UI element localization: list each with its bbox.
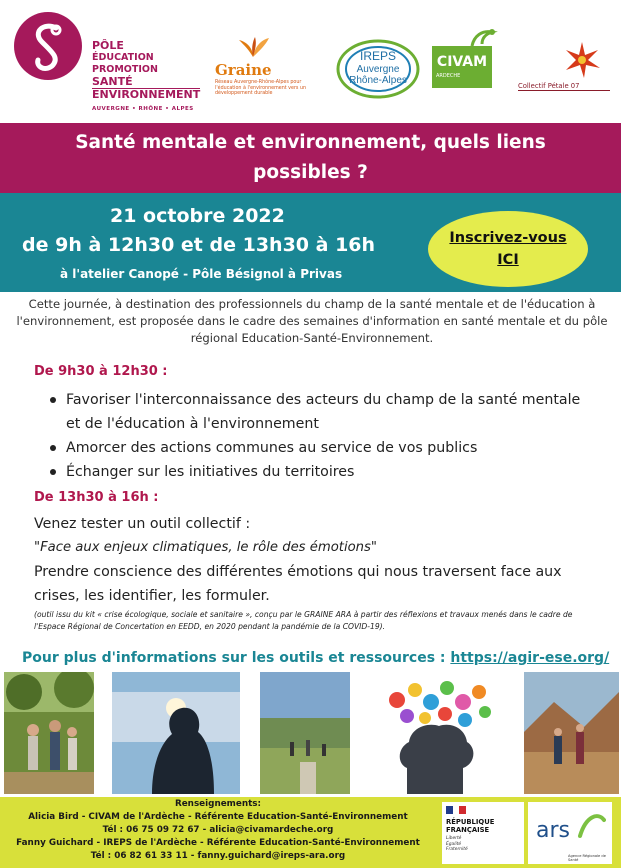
more-info: Pour plus d'informations sur les outils et ressources : https://agir-ese.org/ — [22, 650, 610, 666]
partner-logos — [0, 0, 621, 120]
ireps-region1: Auvergne — [356, 64, 400, 75]
event-date: 21 octobre 2022 — [110, 205, 285, 227]
list-item: Échanger sur les initiatives du territoires — [50, 460, 590, 484]
morning-list — [50, 388, 590, 484]
civam-swirl-icon — [468, 26, 498, 48]
ireps-name: IREPS — [359, 49, 397, 63]
page-title: Santé mentale et environnement, quels liens possibles ? — [0, 123, 621, 193]
graine-leaf-icon — [233, 36, 273, 58]
emotions-head-illustration — [367, 672, 509, 794]
afternoon-intro: Venez tester un outil collectif : — [34, 516, 251, 532]
list-item: Favoriser l'interconnaissance des acteurs du champ de la santé mentale et de l'éducation à l'environnement — [50, 388, 590, 436]
event-place: à l'atelier Canopé - Pôle Bésignol à Privas — [60, 267, 343, 281]
group-outdoor-photo — [4, 672, 94, 794]
photo-strip — [0, 672, 621, 796]
collectif-petale-logo: Collectif Pétale 07 — [516, 40, 616, 100]
petale-star-icon — [562, 40, 602, 80]
agir-ese-link[interactable]: https://agir-ese.org/ — [450, 650, 610, 666]
republique-francaise-logo: RÉPUBLIQUE FRANÇAISE Liberté Égalité Fraternité — [442, 802, 524, 864]
mountain-trail-photo — [524, 672, 619, 794]
civam-logo: CIVAM ARDECHE — [432, 30, 504, 92]
tool-title-quote: "Face aux enjeux climatiques, le rôle des émotions" — [34, 540, 377, 555]
contact-footer — [0, 797, 621, 868]
contact-info: Renseignements: Alicia Bird - CIVAM de l'Ardèche - Référente Education-Santé-Environnement Tél : 06 75 09 72 67 - alicia@civamardeche.org Fanny Guichard - IREPS de l'Ardèche - Référente Education-Santé-Environnement Tél : 06 82 61 33 11 - fanny.guichard@ireps-ara.org — [16, 799, 420, 861]
graine-logo: Graine Réseau Auvergne-Rhône-Alpes pour l'éducation à l'environnement vers un développement durable — [215, 36, 315, 97]
tool-source-note: (outil issu du kit « crise écologique, sociale et sanitaire », conçu par le GRAINE ARA à partir des réflexions et travaux menés dans le cadre de l'Espace Régional de Concertation en EEDD, en 2020 pendant la pandémie de la COVID-19). — [34, 610, 573, 631]
ireps-region2: Rhône-Alpes — [349, 75, 407, 86]
register-button[interactable]: Inscrivez-vous ICI — [428, 211, 588, 287]
morning-heading: De 9h30 à 12h30 : — [34, 364, 168, 379]
afternoon-goal: Prendre conscience des différentes émotions qui nous traversent face aux crises, les identifier, les formuler. — [34, 564, 562, 604]
silhouette-sunset-photo — [112, 672, 240, 794]
french-flag-icon — [446, 806, 466, 814]
ars-logo: ars Agence Régionale de Santé — [528, 802, 612, 864]
afternoon-heading: De 13h30 à 16h : — [34, 490, 159, 505]
pole-ese-logo-text: PÔLE ÉDUCATION PROMOTION SANTÉ ENVIRONNEMENT AUVERGNE • RHÔNE • ALPES — [92, 39, 201, 112]
intro-paragraph: Cette journée, à destination des professionnels du champ de la santé mentale et de l'éducation à l'environnement, est proposée dans le cadre des semaines d'information en santé mentale et du pôle régional Education-Santé-Environnement. — [16, 297, 608, 345]
hiking-group-photo — [260, 672, 350, 794]
ars-swoosh-icon — [576, 810, 606, 840]
list-item: Amorcer des actions communes au service de vos publics — [50, 436, 590, 460]
pole-ese-logo-icon — [12, 10, 84, 82]
event-hours: de 9h à 12h30 et de 13h30 à 16h — [22, 234, 376, 256]
afternoon-description — [34, 512, 604, 608]
ireps-logo-icon — [335, 36, 421, 102]
